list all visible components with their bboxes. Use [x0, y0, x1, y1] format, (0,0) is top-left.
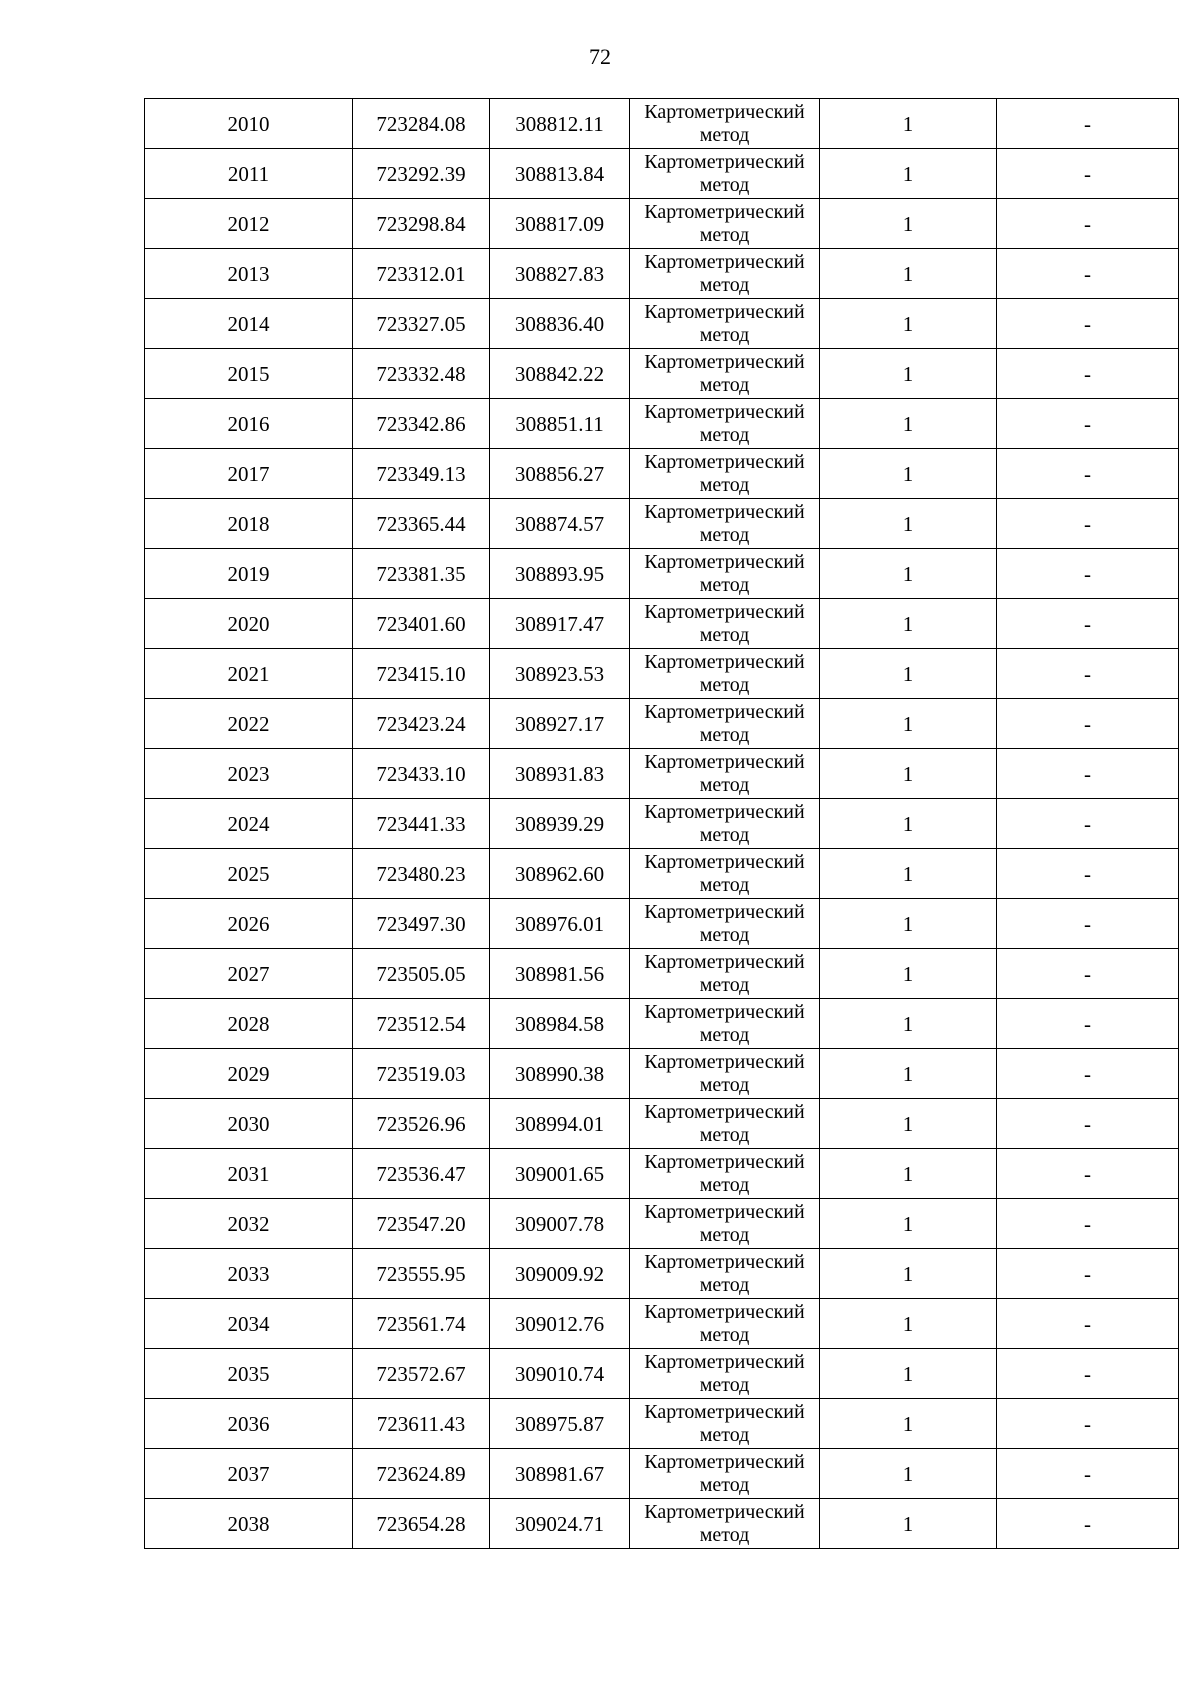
method-label-line2: метод [699, 1073, 750, 1096]
point-number-cell: 2029 [145, 1049, 353, 1099]
table-row [145, 349, 1179, 399]
y-coordinate-cell: 308981.56 [490, 949, 630, 999]
x-coordinate-cell: 723342.86 [353, 399, 490, 449]
method-label-line2: метод [699, 1473, 750, 1496]
note-cell: - [997, 1399, 1179, 1449]
accuracy-cell: 1 [820, 249, 997, 299]
point-number-cell: 2024 [145, 799, 353, 849]
method-cell [630, 1399, 820, 1449]
x-coordinate-cell: 723497.30 [353, 899, 490, 949]
note-cell: - [997, 299, 1179, 349]
table-row [145, 199, 1179, 249]
note-cell: - [997, 449, 1179, 499]
method-cell [630, 999, 820, 1049]
x-coordinate-cell: 723526.96 [353, 1099, 490, 1149]
method-label-line1: Картометрический [644, 1150, 805, 1173]
point-number-cell: 2034 [145, 1299, 353, 1349]
method-label-line2: метод [699, 1023, 750, 1046]
note-cell: - [997, 499, 1179, 549]
method-label-line2: метод [699, 223, 750, 246]
method-label-line1: Картометрический [644, 450, 805, 473]
x-coordinate-cell: 723547.20 [353, 1199, 490, 1249]
point-number-cell: 2015 [145, 349, 353, 399]
table-row [145, 699, 1179, 749]
y-coordinate-cell: 308990.38 [490, 1049, 630, 1099]
y-coordinate-cell: 308812.11 [490, 99, 630, 149]
point-number-cell: 2012 [145, 199, 353, 249]
accuracy-cell: 1 [820, 649, 997, 699]
y-coordinate-cell: 308984.58 [490, 999, 630, 1049]
method-label-line1: Картометрический [644, 650, 805, 673]
x-coordinate-cell: 723512.54 [353, 999, 490, 1049]
y-coordinate-cell: 308962.60 [490, 849, 630, 899]
x-coordinate-cell: 723561.74 [353, 1299, 490, 1349]
y-coordinate-cell: 308851.11 [490, 399, 630, 449]
point-number-cell: 2027 [145, 949, 353, 999]
method-label-line2: метод [699, 723, 750, 746]
point-number-cell: 2037 [145, 1449, 353, 1499]
y-coordinate-cell: 308856.27 [490, 449, 630, 499]
table-row [145, 799, 1179, 849]
note-cell: - [997, 349, 1179, 399]
page-number: 72 [589, 44, 611, 69]
method-cell [630, 299, 820, 349]
table-row [145, 449, 1179, 499]
method-label-line2: метод [699, 323, 750, 346]
accuracy-cell: 1 [820, 99, 997, 149]
method-label-line1: Картометрический [644, 1050, 805, 1073]
method-cell [630, 99, 820, 149]
point-number-cell: 2018 [145, 499, 353, 549]
method-cell [630, 199, 820, 249]
table-row [145, 1499, 1179, 1549]
table-row [145, 749, 1179, 799]
method-label-line1: Картометрический [644, 300, 805, 323]
y-coordinate-cell: 308842.22 [490, 349, 630, 399]
x-coordinate-cell: 723332.48 [353, 349, 490, 399]
x-coordinate-cell: 723349.13 [353, 449, 490, 499]
note-cell: - [997, 249, 1179, 299]
method-label-line1: Картометрический [644, 700, 805, 723]
y-coordinate-cell: 308994.01 [490, 1099, 630, 1149]
method-cell [630, 1449, 820, 1499]
note-cell: - [997, 899, 1179, 949]
accuracy-cell: 1 [820, 399, 997, 449]
method-cell [630, 599, 820, 649]
method-label-line2: метод [699, 873, 750, 896]
x-coordinate-cell: 723292.39 [353, 149, 490, 199]
method-label-line1: Картометрический [644, 1400, 805, 1423]
note-cell: - [997, 749, 1179, 799]
method-label-line2: метод [699, 273, 750, 296]
accuracy-cell: 1 [820, 1099, 997, 1149]
method-cell [630, 649, 820, 699]
table-row [145, 549, 1179, 599]
accuracy-cell: 1 [820, 1349, 997, 1399]
note-cell: - [997, 99, 1179, 149]
method-cell [630, 549, 820, 599]
accuracy-cell: 1 [820, 1449, 997, 1499]
accuracy-cell: 1 [820, 699, 997, 749]
point-number-cell: 2026 [145, 899, 353, 949]
method-label-line1: Картометрический [644, 100, 805, 123]
method-cell [630, 449, 820, 499]
method-cell [630, 1099, 820, 1149]
accuracy-cell: 1 [820, 949, 997, 999]
accuracy-cell: 1 [820, 149, 997, 199]
method-label-line1: Картометрический [644, 1500, 805, 1523]
method-cell [630, 249, 820, 299]
y-coordinate-cell: 309009.92 [490, 1249, 630, 1299]
method-label-line2: метод [699, 373, 750, 396]
x-coordinate-cell: 723624.89 [353, 1449, 490, 1499]
coordinates-table-body [145, 99, 1179, 1549]
point-number-cell: 2013 [145, 249, 353, 299]
accuracy-cell: 1 [820, 799, 997, 849]
method-cell [630, 899, 820, 949]
method-cell [630, 149, 820, 199]
y-coordinate-cell: 309010.74 [490, 1349, 630, 1399]
y-coordinate-cell: 309012.76 [490, 1299, 630, 1349]
point-number-cell: 2032 [145, 1199, 353, 1249]
table-row [145, 249, 1179, 299]
table-row [145, 649, 1179, 699]
y-coordinate-cell: 308981.67 [490, 1449, 630, 1499]
method-label-line2: метод [699, 123, 750, 146]
method-cell [630, 1149, 820, 1199]
method-label-line1: Картометрический [644, 900, 805, 923]
x-coordinate-cell: 723312.01 [353, 249, 490, 299]
point-number-cell: 2014 [145, 299, 353, 349]
method-label-line2: метод [699, 423, 750, 446]
y-coordinate-cell: 309007.78 [490, 1199, 630, 1249]
table-row [145, 1049, 1179, 1099]
y-coordinate-cell: 308874.57 [490, 499, 630, 549]
table-row [145, 149, 1179, 199]
y-coordinate-cell: 308817.09 [490, 199, 630, 249]
method-cell [630, 1349, 820, 1399]
x-coordinate-cell: 723423.24 [353, 699, 490, 749]
method-label-line1: Картометрический [644, 800, 805, 823]
note-cell: - [997, 1449, 1179, 1499]
note-cell: - [997, 1249, 1179, 1299]
table-row [145, 999, 1179, 1049]
accuracy-cell: 1 [820, 449, 997, 499]
method-label-line2: метод [699, 773, 750, 796]
point-number-cell: 2011 [145, 149, 353, 199]
x-coordinate-cell: 723298.84 [353, 199, 490, 249]
method-label-line2: метод [699, 1523, 750, 1546]
accuracy-cell: 1 [820, 1249, 997, 1299]
x-coordinate-cell: 723441.33 [353, 799, 490, 849]
note-cell: - [997, 949, 1179, 999]
note-cell: - [997, 1199, 1179, 1249]
table-row [145, 599, 1179, 649]
point-number-cell: 2038 [145, 1499, 353, 1549]
method-label-line1: Картометрический [644, 750, 805, 773]
y-coordinate-cell: 308931.83 [490, 749, 630, 799]
table-row [145, 1199, 1179, 1249]
point-number-cell: 2016 [145, 399, 353, 449]
method-label-line1: Картометрический [644, 250, 805, 273]
table-row [145, 499, 1179, 549]
accuracy-cell: 1 [820, 1199, 997, 1249]
x-coordinate-cell: 723654.28 [353, 1499, 490, 1549]
table-row [145, 399, 1179, 449]
method-cell [630, 1299, 820, 1349]
method-label-line1: Картометрический [644, 550, 805, 573]
x-coordinate-cell: 723480.23 [353, 849, 490, 899]
method-cell [630, 949, 820, 999]
x-coordinate-cell: 723555.95 [353, 1249, 490, 1299]
x-coordinate-cell: 723381.35 [353, 549, 490, 599]
method-cell [630, 849, 820, 899]
method-cell [630, 399, 820, 449]
point-number-cell: 2023 [145, 749, 353, 799]
method-label-line2: метод [699, 623, 750, 646]
x-coordinate-cell: 723365.44 [353, 499, 490, 549]
note-cell: - [997, 1099, 1179, 1149]
point-number-cell: 2025 [145, 849, 353, 899]
method-cell [630, 699, 820, 749]
table-row [145, 299, 1179, 349]
accuracy-cell: 1 [820, 1499, 997, 1549]
y-coordinate-cell: 308923.53 [490, 649, 630, 699]
point-number-cell: 2033 [145, 1249, 353, 1299]
x-coordinate-cell: 723536.47 [353, 1149, 490, 1199]
method-label-line2: метод [699, 973, 750, 996]
accuracy-cell: 1 [820, 299, 997, 349]
method-label-line1: Картометрический [644, 1100, 805, 1123]
method-cell [630, 749, 820, 799]
accuracy-cell: 1 [820, 199, 997, 249]
accuracy-cell: 1 [820, 599, 997, 649]
method-cell [630, 799, 820, 849]
note-cell: - [997, 649, 1179, 699]
accuracy-cell: 1 [820, 849, 997, 899]
accuracy-cell: 1 [820, 749, 997, 799]
method-label-line1: Картометрический [644, 1000, 805, 1023]
method-label-line2: метод [699, 823, 750, 846]
method-label-line2: метод [699, 473, 750, 496]
method-label-line1: Картометрический [644, 1200, 805, 1223]
x-coordinate-cell: 723284.08 [353, 99, 490, 149]
table-row [145, 849, 1179, 899]
point-number-cell: 2017 [145, 449, 353, 499]
point-number-cell: 2022 [145, 699, 353, 749]
method-label-line1: Картометрический [644, 600, 805, 623]
table-row [145, 1399, 1179, 1449]
method-label-line1: Картометрический [644, 400, 805, 423]
x-coordinate-cell: 723327.05 [353, 299, 490, 349]
note-cell: - [997, 399, 1179, 449]
method-cell [630, 499, 820, 549]
note-cell: - [997, 1049, 1179, 1099]
y-coordinate-cell: 308917.47 [490, 599, 630, 649]
table-row [145, 1149, 1179, 1199]
method-label-line1: Картометрический [644, 1450, 805, 1473]
method-label-line2: метод [699, 923, 750, 946]
method-label-line1: Картометрический [644, 1250, 805, 1273]
method-label-line2: метод [699, 573, 750, 596]
table-row [145, 1249, 1179, 1299]
y-coordinate-cell: 309001.65 [490, 1149, 630, 1199]
point-number-cell: 2028 [145, 999, 353, 1049]
note-cell: - [997, 999, 1179, 1049]
point-number-cell: 2035 [145, 1349, 353, 1399]
method-label-line1: Картометрический [644, 850, 805, 873]
method-cell [630, 1049, 820, 1099]
accuracy-cell: 1 [820, 1299, 997, 1349]
accuracy-cell: 1 [820, 549, 997, 599]
table-row [145, 99, 1179, 149]
y-coordinate-cell: 308836.40 [490, 299, 630, 349]
accuracy-cell: 1 [820, 1399, 997, 1449]
point-number-cell: 2010 [145, 99, 353, 149]
y-coordinate-cell: 308813.84 [490, 149, 630, 199]
method-cell [630, 1499, 820, 1549]
table-row [145, 1449, 1179, 1499]
accuracy-cell: 1 [820, 349, 997, 399]
method-label-line2: метод [699, 523, 750, 546]
y-coordinate-cell: 308827.83 [490, 249, 630, 299]
table-row [145, 1349, 1179, 1399]
point-number-cell: 2031 [145, 1149, 353, 1199]
method-label-line2: метод [699, 1373, 750, 1396]
method-label-line1: Картометрический [644, 1350, 805, 1373]
table-row [145, 1099, 1179, 1149]
x-coordinate-cell: 723572.67 [353, 1349, 490, 1399]
note-cell: - [997, 149, 1179, 199]
note-cell: - [997, 1299, 1179, 1349]
y-coordinate-cell: 308927.17 [490, 699, 630, 749]
note-cell: - [997, 599, 1179, 649]
point-number-cell: 2021 [145, 649, 353, 699]
method-label-line1: Картометрический [644, 950, 805, 973]
accuracy-cell: 1 [820, 899, 997, 949]
point-number-cell: 2036 [145, 1399, 353, 1449]
method-label-line1: Картометрический [644, 350, 805, 373]
x-coordinate-cell: 723611.43 [353, 1399, 490, 1449]
x-coordinate-cell: 723519.03 [353, 1049, 490, 1099]
x-coordinate-cell: 723401.60 [353, 599, 490, 649]
method-label-line1: Картометрический [644, 500, 805, 523]
note-cell: - [997, 1499, 1179, 1549]
method-label-line1: Картометрический [644, 150, 805, 173]
x-coordinate-cell: 723505.05 [353, 949, 490, 999]
point-number-cell: 2020 [145, 599, 353, 649]
point-number-cell: 2019 [145, 549, 353, 599]
y-coordinate-cell: 309024.71 [490, 1499, 630, 1549]
note-cell: - [997, 199, 1179, 249]
table-row [145, 1299, 1179, 1349]
accuracy-cell: 1 [820, 499, 997, 549]
table-row [145, 949, 1179, 999]
note-cell: - [997, 1149, 1179, 1199]
y-coordinate-cell: 308976.01 [490, 899, 630, 949]
note-cell: - [997, 699, 1179, 749]
note-cell: - [997, 849, 1179, 899]
method-label-line2: метод [699, 173, 750, 196]
method-cell [630, 1249, 820, 1299]
y-coordinate-cell: 308893.95 [490, 549, 630, 599]
table-row [145, 899, 1179, 949]
accuracy-cell: 1 [820, 1149, 997, 1199]
method-label-line2: метод [699, 1173, 750, 1196]
method-label-line2: метод [699, 673, 750, 696]
accuracy-cell: 1 [820, 999, 997, 1049]
method-cell [630, 1199, 820, 1249]
x-coordinate-cell: 723433.10 [353, 749, 490, 799]
note-cell: - [997, 799, 1179, 849]
method-label-line2: метод [699, 1423, 750, 1446]
method-label-line2: метод [699, 1323, 750, 1346]
point-number-cell: 2030 [145, 1099, 353, 1149]
method-cell [630, 349, 820, 399]
method-label-line2: метод [699, 1273, 750, 1296]
coordinates-table [144, 98, 1179, 1549]
method-label-line1: Картометрический [644, 200, 805, 223]
method-label-line2: метод [699, 1223, 750, 1246]
y-coordinate-cell: 308975.87 [490, 1399, 630, 1449]
method-label-line2: метод [699, 1123, 750, 1146]
note-cell: - [997, 1349, 1179, 1399]
y-coordinate-cell: 308939.29 [490, 799, 630, 849]
accuracy-cell: 1 [820, 1049, 997, 1099]
note-cell: - [997, 549, 1179, 599]
method-label-line1: Картометрический [644, 1300, 805, 1323]
x-coordinate-cell: 723415.10 [353, 649, 490, 699]
